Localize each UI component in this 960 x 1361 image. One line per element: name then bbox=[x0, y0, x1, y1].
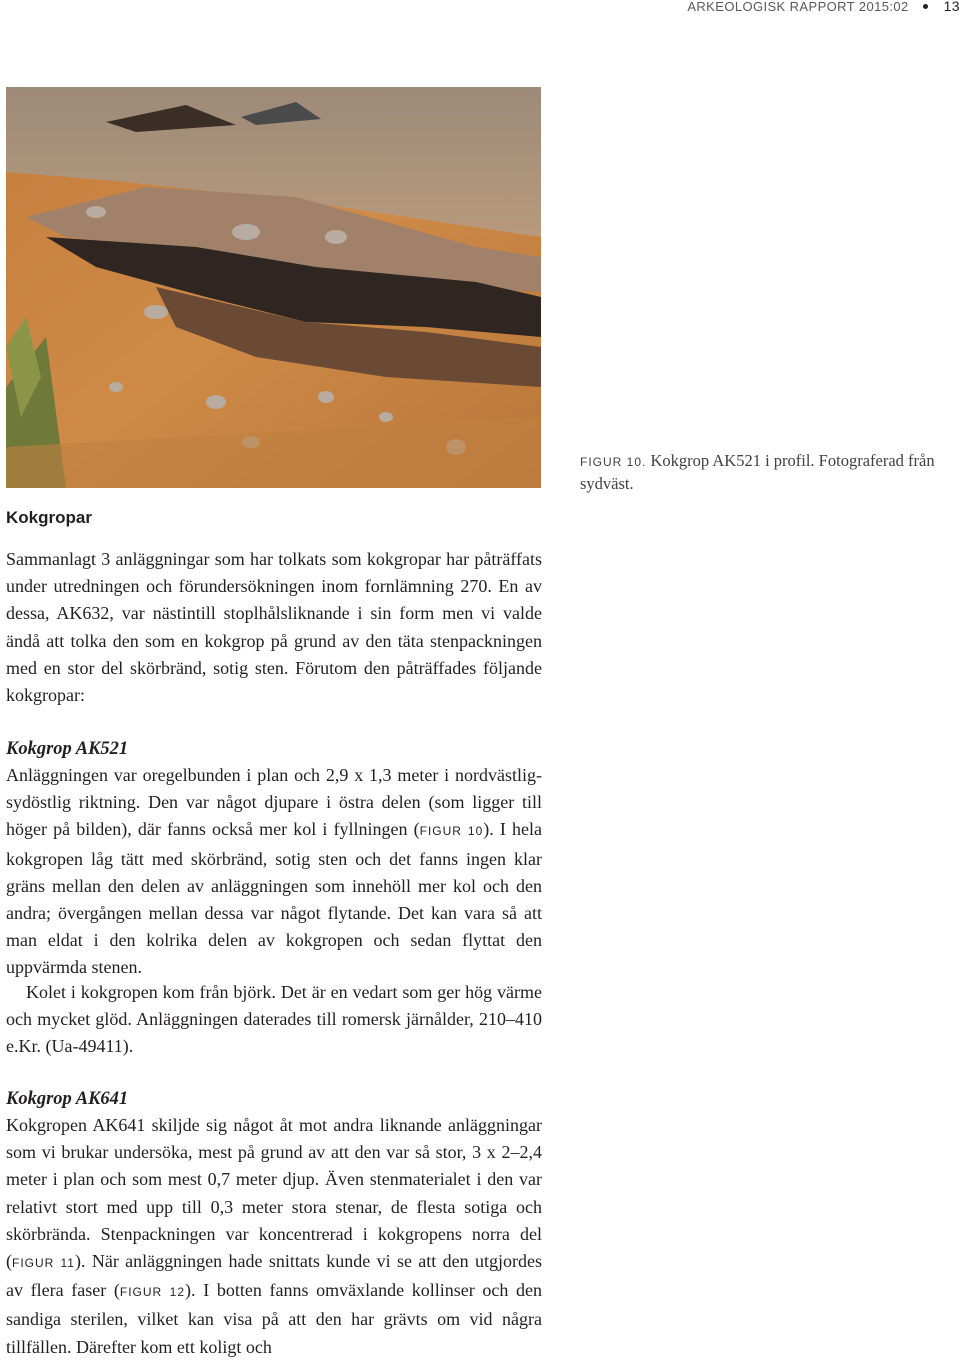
text-run: ). I botten fanns omväxlande kollinser och den sandiga sterilen, vilket kan visa på att den har grävts om vid några tillfällen. Därefter kom ett koligt och bbox=[6, 1280, 542, 1357]
paragraph-ak521-1 bbox=[6, 762, 542, 982]
figure-caption-text: Kokgrop AK521 i profil. Fotograferad från sydväst. bbox=[580, 451, 935, 493]
figure-photo bbox=[6, 87, 541, 488]
text-run: Anläggningen var oregelbunden i plan och 2,9 x 1,3 meter i nordvästlig-sydöstlig riktning. Den var något djupare i östra delen (som ligger till höger på bilden), där fanns också mer kol i fyllningen ( bbox=[6, 765, 542, 840]
figure-reference-12: FIGUR 12 bbox=[119, 1285, 186, 1300]
bullet-separator bbox=[923, 4, 928, 9]
text-run: ). När anläggningen hade snittats kunde vi se att den utgjordes av flera faser ( bbox=[6, 1251, 542, 1301]
subheading-ak521: Kokgrop AK521 bbox=[6, 739, 129, 759]
figure-reference-10: FIGUR 10 bbox=[419, 824, 484, 839]
figure-reference-11: FIGUR 11 bbox=[12, 1256, 75, 1271]
figure-label: FIGUR 10. bbox=[580, 455, 647, 469]
running-title: ARKEOLOGISK RAPPORT 2015:02 bbox=[687, 0, 909, 14]
section-heading-kokgropar: Kokgropar bbox=[6, 508, 92, 527]
paragraph-kokgropar: Sammanlagt 3 anläggningar som har tolkats som kokgropar har påträffats under utredningen och förundersökningen inom fornlämning 270. En av dessa, AK632, var nästintill stoplhålsliknande i sin form men vi valde ändå att tolka den som en kokgrop på grund av den täta stenpackningen med en stor del skörbränd, sotig sten. Förutom den påträffades följande kokgropar: bbox=[6, 549, 542, 706]
paragraph-ak521-2: Kolet i kokgropen kom från björk. Det är en vedart som ger hög värme och mycket glöd. Anläggningen daterades till romersk järnålder, 210–410 e.Kr. (Ua-49411). bbox=[6, 982, 542, 1057]
text-run: ). I hela kokgropen låg tätt med skörbränd, sotig sten och det fanns ingen klar gräns mellan den delen av anläggningen som innehöll mer kol och den andra; övergången mellan dessa var något flytande. Det kan vara så att man eldat i den kolrika delen av kokgropen och sedan flyttat den uppvärmda stenen. bbox=[6, 819, 542, 978]
page-number: 13 bbox=[943, 0, 960, 14]
figure-caption bbox=[580, 450, 958, 495]
paragraph-ak641 bbox=[6, 1112, 542, 1361]
text-run: Kokgropen AK641 skiljde sig något åt mot andra liknande anläggningar som vi brukar undersöka, mest på grund av att den var så stor, 3 x 2–2,4 meter i plan och som mest 0,7 meter djup. Även stenmaterialet i den var relativt stort med upp till 0,3 meter stora stenar, de flesta sotiga och skörbrända. Stenpackningen var koncentrerad i kokgropens norra del ( bbox=[6, 1115, 542, 1272]
running-header bbox=[687, 0, 960, 15]
subheading-ak641: Kokgrop AK641 bbox=[6, 1089, 129, 1109]
excavation-photo-illustration bbox=[6, 87, 541, 488]
